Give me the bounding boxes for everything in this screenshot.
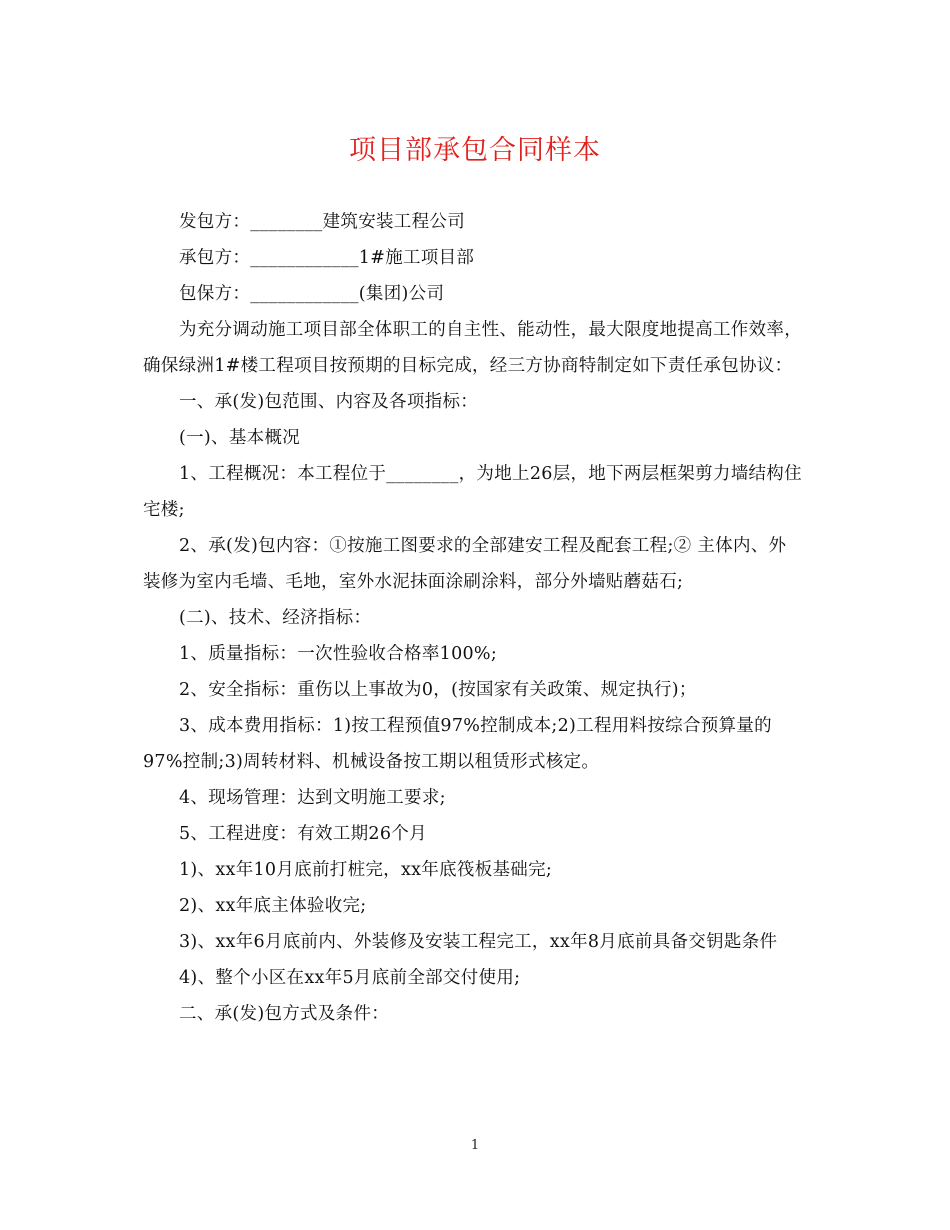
subsection-heading-indicators: (二)、技术、经济指标： xyxy=(179,608,372,628)
schedule-item-1: 1)、xx年10月底前打桩完，xx年底筏板基础完; xyxy=(179,860,553,880)
schedule-item-3: 3)、xx年6月底前内、外装修及安装工程完工，xx年8月底前具备交钥匙条件 xyxy=(179,932,778,952)
document-title: 项目部承包合同样本 xyxy=(349,135,601,166)
paragraph-safety: 2、安全指标：重伤以上事故为0，(按国家有关政策、规定执行)； xyxy=(179,680,697,700)
paragraph-project-overview: 1、工程概况：本工程位于________，为地上26层，地下两层框架剪力墙结构住宅楼; xyxy=(143,464,802,520)
section-heading-2: 二、承(发)包方式及条件： xyxy=(179,1004,390,1024)
paragraph-schedule: 5、工程进度：有效工期26个月 xyxy=(179,824,427,844)
section-heading-1: 一、承(发)包范围、内容及各项指标： xyxy=(179,392,479,412)
preamble-paragraph: 为充分调动施工项目部全体职工的自主性、能动性，最大限度地提高工作效率，确保绿洲1#楼工程项目按预期的目标完成，经三方协商特制定如下责任承包协议： xyxy=(143,320,802,376)
paragraph-quality: 1、质量指标：一次性验收合格率100%; xyxy=(179,644,498,664)
subsection-heading-basic: (一)、基本概况 xyxy=(179,428,301,448)
paragraph-cost: 3、成本费用指标：1)按工程预值97%控制成本;2)工程用料按综合预算量的97%控制;3)周转材料、机械设备按工期以租赁形式核定。 xyxy=(143,716,772,772)
page-number: 1 xyxy=(470,1138,480,1153)
guarantor-line: 包保方：____________(集团)公司 xyxy=(179,284,445,304)
paragraph-contract-content: 2、承(发)包内容：①按施工图要求的全部建安工程及配套工程;② 主体内、外装修为室内毛墙、毛地，室外水泥抹面涂刷涂料，部分外墙贴蘑菇石; xyxy=(143,536,787,592)
schedule-item-2: 2)、xx年底主体验收完; xyxy=(179,896,367,916)
party-b-line: 承包方：____________1#施工项目部 xyxy=(179,248,475,268)
document-body xyxy=(143,204,803,1032)
party-a-line: 发包方：________建筑安装工程公司 xyxy=(179,212,465,232)
schedule-item-4: 4)、整个小区在xx年5月底前全部交付使用; xyxy=(179,968,521,988)
paragraph-site-management: 4、现场管理：达到文明施工要求; xyxy=(179,788,446,808)
